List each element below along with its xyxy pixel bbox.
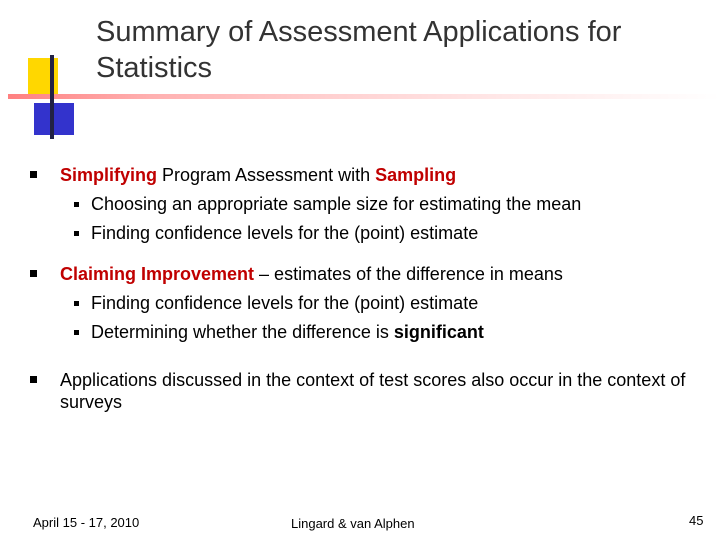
decor-red-line (8, 94, 720, 99)
sub-bullet-emphasis: significant (393, 322, 484, 342)
sub-bullet-square-icon (74, 301, 79, 306)
bullet-text-run: Applications discussed in the context of test scores also occur in the context of surveys (60, 370, 686, 412)
sub-bullet-list (60, 193, 690, 244)
sub-bullet-list (60, 292, 690, 343)
bullet-text-run: Sampling (375, 165, 457, 185)
bullet-item (30, 263, 690, 343)
bullet-square-icon (30, 171, 37, 178)
bullet-item (30, 369, 690, 413)
bullet-text-run: Program Assessment with (157, 165, 376, 185)
bullet-square-icon (30, 376, 37, 383)
sub-bullet-item (60, 321, 690, 343)
slide-title: Summary of Assessment Applications for Statistics (96, 16, 622, 84)
decor-vertical-bar (50, 55, 54, 139)
sub-bullet-square-icon (74, 231, 79, 236)
footer-authors: Lingard & van Alphen (291, 516, 415, 531)
sub-bullet-text: Choosing an appropriate sample size for estimating the mean (91, 194, 582, 214)
decor-blue-block (34, 103, 74, 135)
sub-bullet-item (60, 292, 690, 314)
sub-bullet-text: Finding confidence levels for the (point) estimate (91, 293, 479, 313)
bullet-square-icon (30, 270, 37, 277)
sub-bullet-text: Determining whether the difference is (91, 322, 394, 342)
slide-number: 45 (689, 513, 704, 528)
bullet-list (30, 164, 690, 432)
sub-bullet-square-icon (74, 330, 79, 335)
sub-bullet-item (60, 222, 690, 244)
footer-date: April 15 - 17, 2010 (33, 515, 140, 530)
sub-bullet-square-icon (74, 202, 79, 207)
bullet-text-run: Claiming Improvement (60, 264, 255, 284)
bullet-item (30, 164, 690, 244)
bullet-text-run: – estimates of the difference in means (254, 264, 563, 284)
sub-bullet-text: Finding confidence levels for the (point) estimate (91, 223, 479, 243)
sub-bullet-item (60, 193, 690, 215)
bullet-text-run: Simplifying (60, 165, 158, 185)
